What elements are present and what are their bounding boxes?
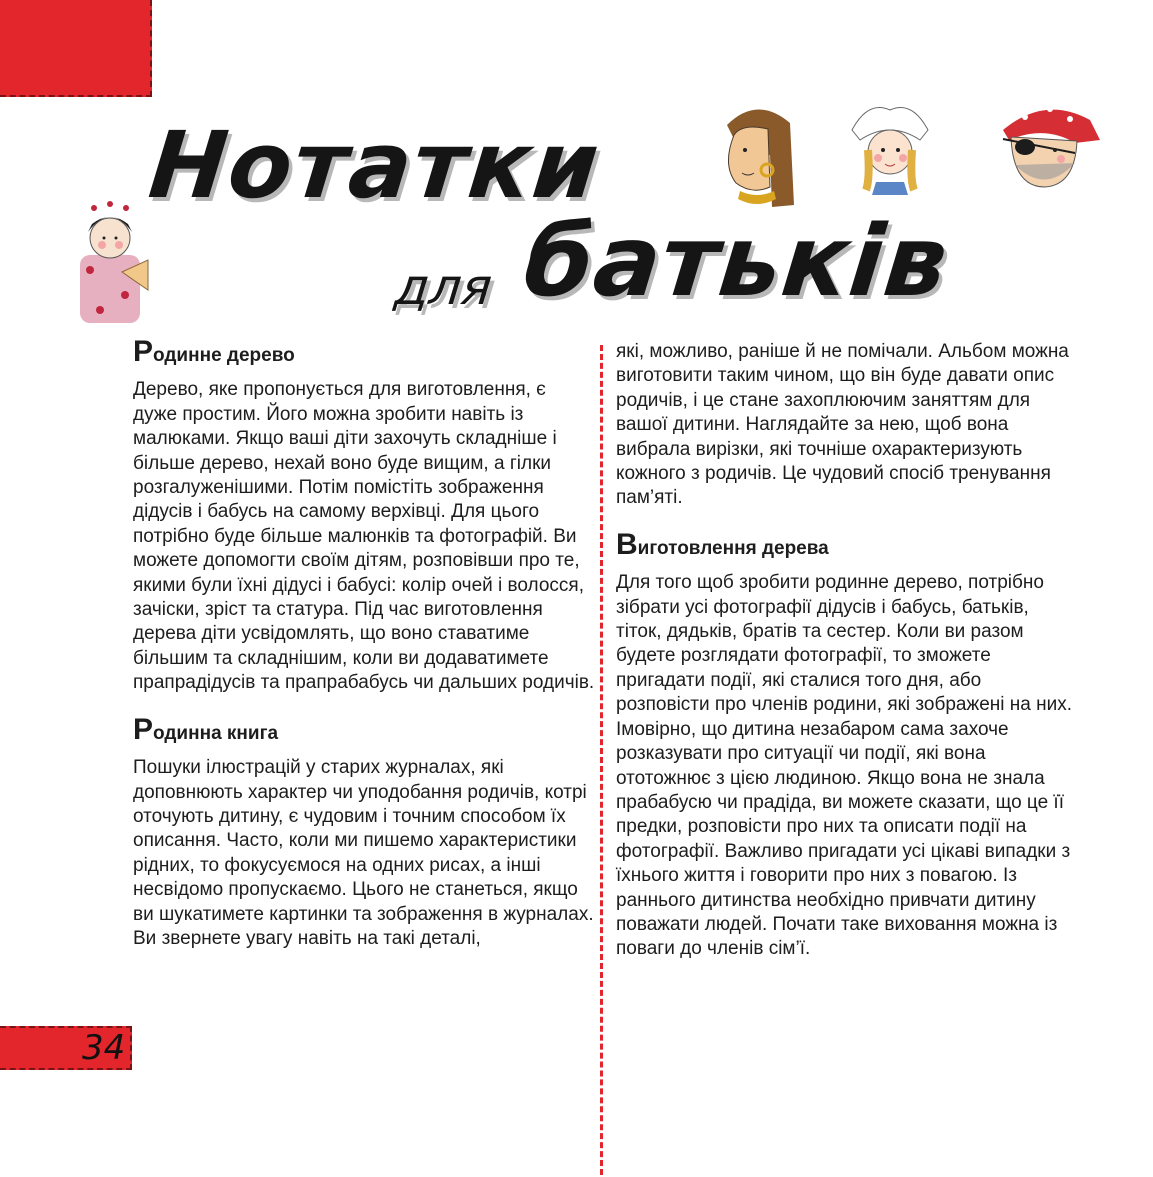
- heading-making-tree: Виготовлення дерева: [616, 527, 829, 561]
- page-title-line-1: Нотатки: [144, 112, 606, 219]
- paragraph-family-book-continued: які, можливо, раніше й не помічали. Альбом можна виготовити таким чином, що він буде давати опис родичів, і це стане захоплюючим заняттям для вашої дитини. Наглядайте за нею, щоб вона вибрала вирізки, які точніше охарактеризують кожного з родичів. Це чудовий спосіб тренування пам’яті.: [616, 341, 1069, 509]
- paragraph-family-book: Пошуки ілюстрацій у старих журналах, які доповнюють характер чи уподобання родичів, котрі оточують дитину, є чудовим і точним способом їх описання. Часто, коли ми пишемо характеристики рідних, то фокусуємося на одних рисах, а інші несвідомо пропускаємо. Цього не станеться, якщо ви шукатимете картинки та зображення в журналах. Ви звернете увагу навіть на такі деталі,: [133, 757, 594, 949]
- heading-family-tree: Родинне дерево: [133, 335, 295, 368]
- paragraph-family-tree: Дерево, яке пропонується для виготовлення, є дуже простим. Його можна зробити навіть із малюками. Якщо ваші діти захочуть складніше і більше дерево, нехай воно буде вищим, а гілки розгалуженішими. Потім помістіть зображення дідусів і бабусь на самому верхівці. Для цього потрібно буде більше малюнків та фотографій. Ви можете допомогти своїм дітям, розповівши про те, якими були їхні дідусі і бабусі: колір очей і волосся, зачіски, зріст та статура. Під час виготовлення дерева діти усвідомлять, що воно ставатиме більшим та складнішим, коли ви додаватимете прапрадідусів та прапрабабусь чи дальших родичів.: [133, 379, 595, 694]
- column-divider: [600, 345, 603, 1175]
- page-title-line-2: батьків: [519, 205, 954, 319]
- left-column: [133, 335, 595, 951]
- heading-family-book: Родинна книга: [133, 712, 279, 746]
- dutch-girl-illustration: [848, 100, 933, 195]
- geisha-illustration: [70, 200, 150, 325]
- page-number: 34: [82, 1028, 126, 1068]
- egyptian-illustration: [712, 95, 802, 215]
- corner-red-block: [0, 0, 152, 97]
- right-column: [616, 340, 1078, 962]
- paragraph-making-tree: Для того щоб зробити родинне дерево, потрібно зібрати усі фотографії дідусів і бабусь, батьків, тіток, дядьків, братів та сестер. Коли ви разом будете розглядати фотографії, то зможете пригадати події, які сталися того дня, або розповісти про членів родини, які зображені на них. Імовірно, що дитина незабаром сама захоче розказувати про ситуації чи події, які вона ототожнює з цією людиною. Якщо вона не знала прабабусю чи прадіда, ви можете сказати, що це її предки, розповісти про них та описати події на фотографії. Важливо пригадати усі цікаві випадки з їхнього життя і говорити про них з повагою. Із раннього дитинства необхідно привчати дитину поважати людей. Почати таке виховання можна із поваги до членів сім’ї.: [616, 572, 1072, 960]
- page-title-small: для: [391, 258, 495, 316]
- pirate-illustration: [995, 95, 1105, 195]
